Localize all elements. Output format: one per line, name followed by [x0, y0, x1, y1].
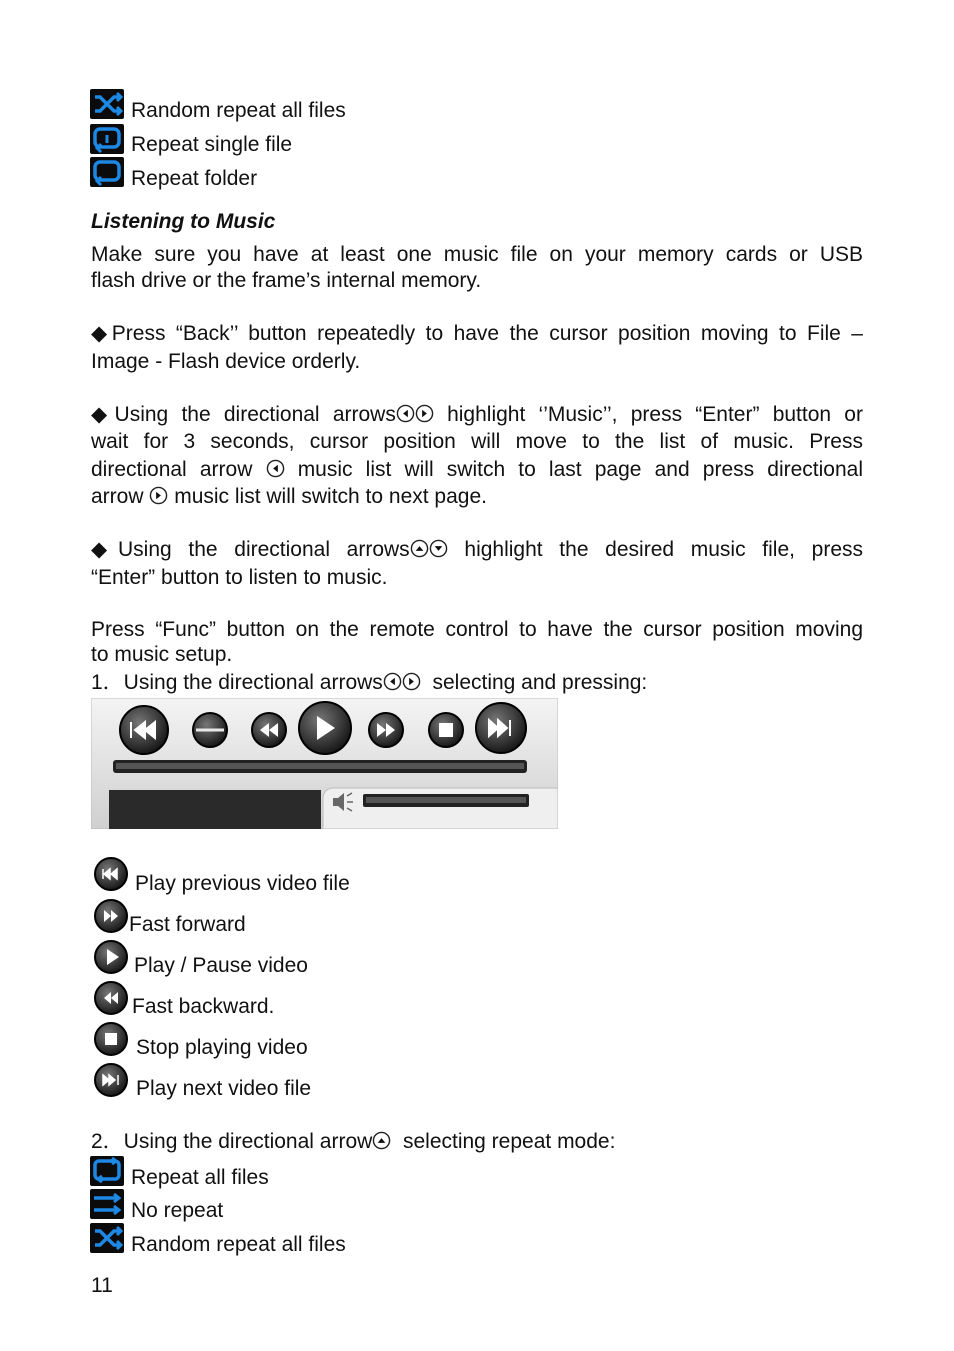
right-arrow-icon [402, 672, 421, 691]
play-button [299, 702, 351, 754]
page-number: 11 [91, 1274, 113, 1297]
up-arrow-icon [372, 1131, 391, 1150]
p2-line-1: ◆Using the directional arrows highlight ‘’Music’’, press “Enter” button or [91, 403, 863, 426]
mode-label: Random repeat all files [131, 1233, 346, 1256]
prev-button [120, 706, 168, 754]
step-1: 1．Using the directional arrows selecting and pressing: [91, 671, 648, 694]
fast-forward-icon [93, 898, 129, 934]
p2-line-2: wait for 3 seconds, cursor position will move to the list of music. Press [91, 430, 863, 453]
shuffle-icon [90, 89, 124, 119]
p1-line-2: Image - Flash device orderly. [91, 350, 361, 373]
right-arrow-icon [149, 486, 168, 505]
repeat-all-icon [90, 1156, 124, 1186]
left-arrow-icon [266, 459, 285, 478]
mode-label: Repeat all files [131, 1166, 269, 1189]
control-label: Play next video file [136, 1077, 312, 1100]
rewind-button [252, 713, 286, 747]
up-arrow-icon [410, 539, 429, 558]
stop-icon [93, 1021, 129, 1057]
step-2: 2．Using the directional arrow selecting repeat mode: [91, 1130, 616, 1153]
music-player-panel [91, 698, 558, 829]
section-title: Listening to Music [91, 210, 276, 233]
p4-line-2: to music setup. [91, 643, 233, 666]
mode-label: Repeat single file [131, 133, 293, 156]
mode-label: Random repeat all files [131, 99, 346, 122]
control-label: Fast forward [129, 913, 246, 936]
left-arrow-icon [396, 404, 415, 423]
stop-button [429, 713, 463, 747]
rewind-icon [93, 980, 129, 1016]
shuffle-icon [90, 1223, 124, 1253]
intro-line-1: Make sure you have at least one music file on your memory cards or USB [91, 243, 863, 266]
control-label: Stop playing video [136, 1036, 308, 1059]
p3-line-1: ◆Using the directional arrows highlight the desired music file, press [91, 538, 863, 561]
down-arrow-icon [429, 539, 448, 558]
p1-line-1: ◆Press “Back’’ button repeatedly to have the cursor position moving to File – [91, 322, 863, 345]
p4-line-1: Press “Func” button on the remote control to have the cursor position moving [91, 618, 863, 641]
eject-button [193, 713, 227, 747]
mode-label: No repeat [131, 1199, 224, 1222]
p2-line-3: directional arrow music list will switch to last page and press directional [91, 458, 863, 481]
left-arrow-icon [383, 672, 402, 691]
no-repeat-icon [90, 1189, 124, 1219]
intro-line-2: flash drive or the frame’s internal memory. [91, 269, 482, 292]
next-button [476, 703, 526, 753]
control-label: Fast backward. [132, 995, 275, 1018]
control-label: Play / Pause video [134, 954, 308, 977]
repeat-folder-icon [90, 157, 124, 187]
play-icon [93, 939, 129, 975]
previous-track-icon [93, 856, 129, 892]
p2-line-4: arrow music list will switch to next page. [91, 485, 487, 508]
control-label: Play previous video file [135, 872, 350, 895]
fast-forward-button [369, 713, 403, 747]
repeat-one-icon [90, 124, 124, 154]
p3-line-2: “Enter” button to listen to music. [91, 566, 388, 589]
mode-label: Repeat folder [131, 167, 258, 190]
right-arrow-icon [415, 404, 434, 423]
next-track-icon [93, 1062, 129, 1098]
